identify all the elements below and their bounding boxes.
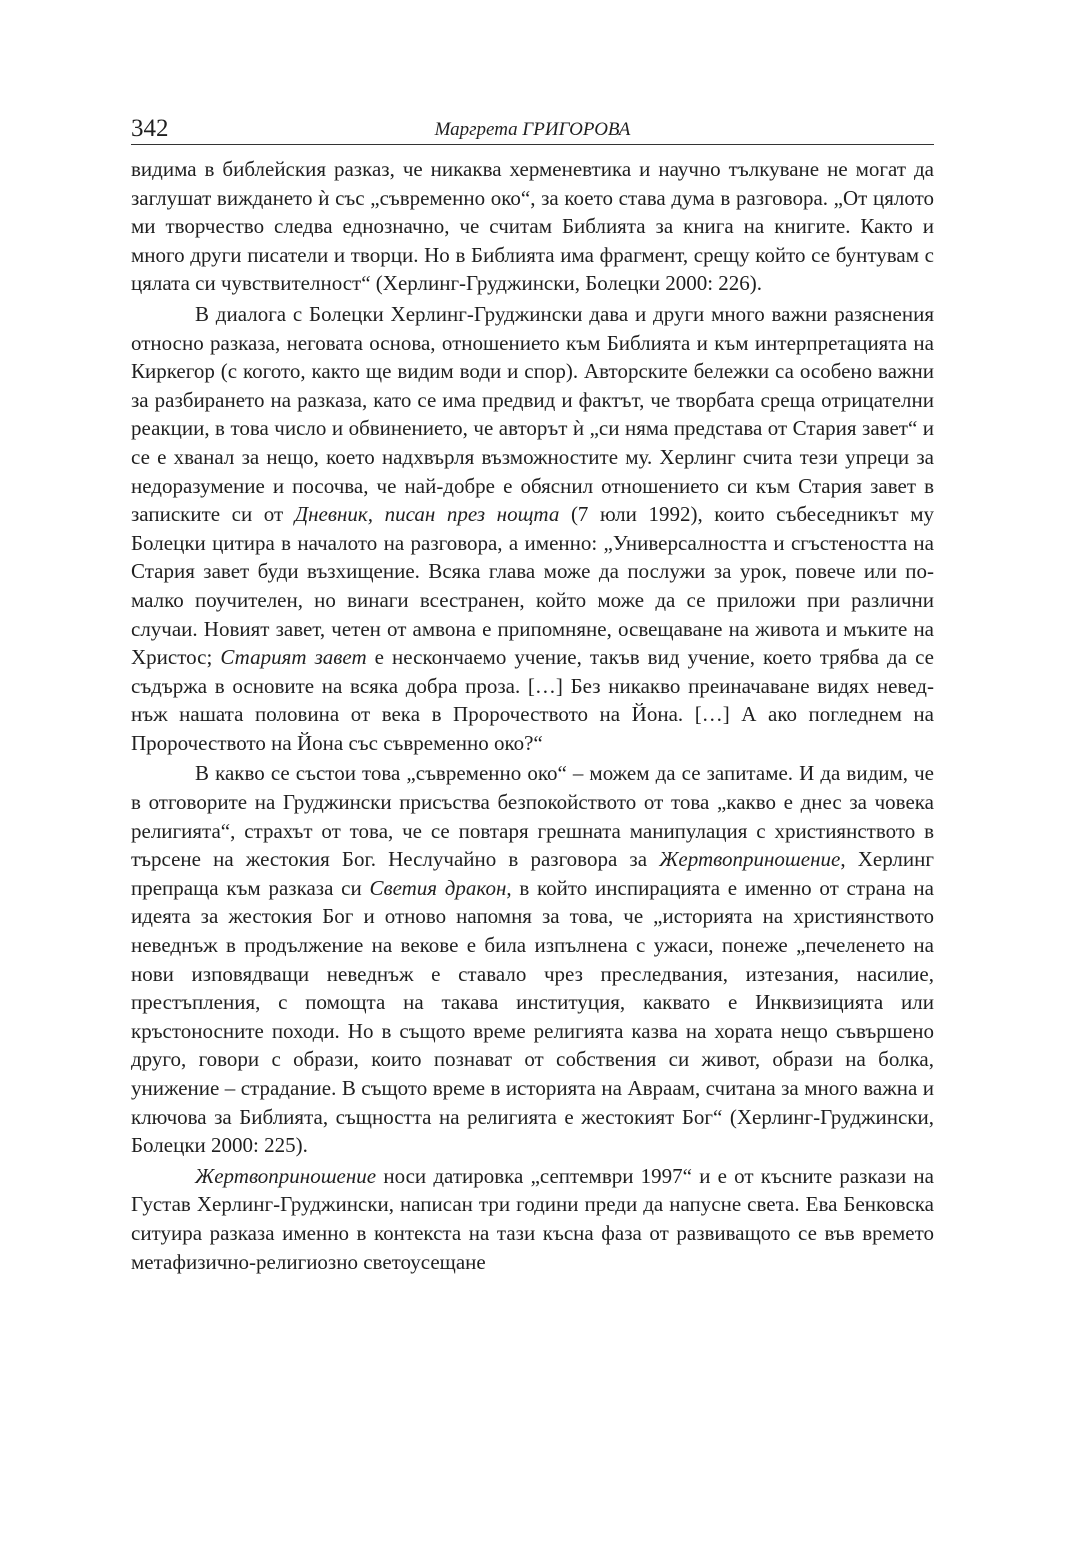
- italic-title-run: Старият завет: [220, 645, 367, 670]
- paragraph-2: [131, 300, 934, 758]
- header-rule: [131, 144, 934, 145]
- italic-title-run: Жертвоприношение: [195, 1163, 377, 1188]
- text-run: (7 юли 1992), които събеседникът му Болецки цитира в началото на разговора, а именно: „Универсалността и сгъстеността на Стария завет буди възхищение. Всяка глава може да послужи за урок, повече или по-малко поучителен, но винаги всестранен, който може да се приложи при различни случаи. Новият завет, четен от амвона е припомняне, освещаване на живота и мъките на Христос;: [131, 502, 934, 670]
- text-run: , Херлинг препраща към разказа си: [131, 847, 934, 900]
- text-run: В какво се състои това „съвременно око“ – можем да се запитаме. И да видим, че в отговорите на Груджински присъства безпокойството от това „какво е днес за човека религията“, страхът от това, че се повтаря грешната манипулация с християнството в търсене на жестокия Бог. Неслучайно в разговора за: [131, 761, 934, 872]
- body-text: [131, 155, 934, 1276]
- italic-title-run: Светия дракон: [369, 875, 507, 900]
- running-head: Маргрета ГРИГОРОВА: [434, 119, 631, 140]
- text-run: е нескончаемо учение, такъв вид учение, което трябва да се съдържа в основите на всяка добра проза. […] Без никакво преиначаване видях неведнъж нашата половина от века в Пророчеството на Йона. […] А ако погледнем на Пророчеството на Йона със съвременно око?“: [131, 645, 934, 755]
- page-number: 342: [131, 115, 169, 142]
- paragraph-1: [131, 155, 934, 298]
- text-run: видима в библейския разказ, че никаква херменевтика и научно тълкуване не могат да заглушат виждането ѝ със „съвременно око“, за което става дума в разговора. „От цялото ми творчество следва еднозначно, че считам Библията за книга на книгите. Както и много други писатели и творци. Но в Библията има фрагмент, срещу който се бунтувам с цялата си чувствителност“ (Херлинг-Груджински, Болецки 2000: 226).: [131, 157, 934, 296]
- paragraph-3: [131, 759, 934, 1159]
- paragraph-4: [131, 1162, 934, 1276]
- text-run: В диалога с Болецки Херлинг-Груджински дава и други много важни разяснения относно разказа, неговата основа, отношението към Библията и към интерпретацията на Киркегор (с когото, както ще видим води и спор). Авторските бележки са особено важни за разбирането на разказа, като се има предвид и фактът, че творбата среща отрицателни реакции, в това число и обвинението, че авторът ѝ „си няма представа от Стария завет“ и се е хванал за нещо, което надхвърля възможностите му. Херлинг счита тези упреци за недоразумение и посочва, че най-добре е обяснил отношението си към Стария завет в записките си от: [131, 301, 934, 527]
- italic-title-run: Жертвоприношение: [659, 847, 841, 872]
- text-run: , в който инспирацията е именно от страна на идеята за жестокия Бог и отново напомня за това, че „историята на християнството неведнъж в продължение на векове е била изпълнена с ужаси, понеже „печеленето на нови изповядващи неведнъж е ставало чрез преследвания, изтезания, насилие, престъпления, с помощта на такава институция, каквато е Инквизицията или кръстоносните походи. Но в същото време религията казва на хората нещо съвършено друго, говори с образи, които познават от собствения си живот, образи на болка, унижение – страдание. В същото време в историята на Авраам, считана за много важна и ключова за Библията, същността на религията е жестокият Бог“ (Херлинг-Груджински, Болецки 2000: 225).: [131, 875, 934, 1158]
- italic-title-run: Дневник, писан през нощта: [294, 502, 560, 527]
- page-header: [131, 114, 934, 144]
- text-run: носи датировка „септември 1997“ и е от късните разкази на Густав Херлинг-Груджински, написан три години преди да напусне света. Ева Бенковска ситуира разказа именно в контекста на тази късна фаза от развиващото се във времето метафизично-религиозно светоусещане: [131, 1163, 934, 1274]
